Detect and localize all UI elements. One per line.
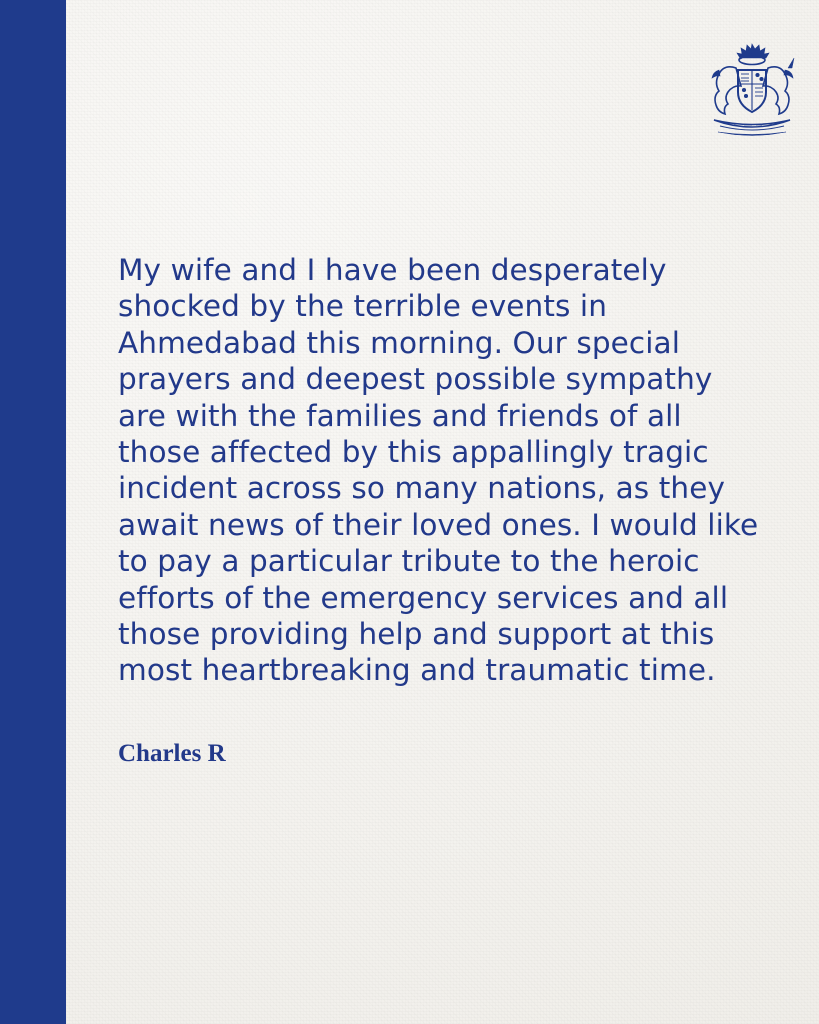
statement-paragraph: My wife and I have been desperately shocked by the terrible events in Ahmedabad this morning. Our special prayers and deepest possible sympathy are with the families and friends of all those affected by this appallingly tragic incident across so many nations, as they await news of their loved ones. I would like to pay a particular tribute to the heroic efforts of the emergency services and all those providing help and support at this most heartbreaking and traumatic time. bbox=[118, 253, 759, 688]
royal-coat-of-arms-icon bbox=[700, 40, 804, 140]
left-accent-band bbox=[0, 0, 66, 1024]
signature: Charles R bbox=[118, 739, 226, 767]
statement-body bbox=[118, 252, 763, 769]
